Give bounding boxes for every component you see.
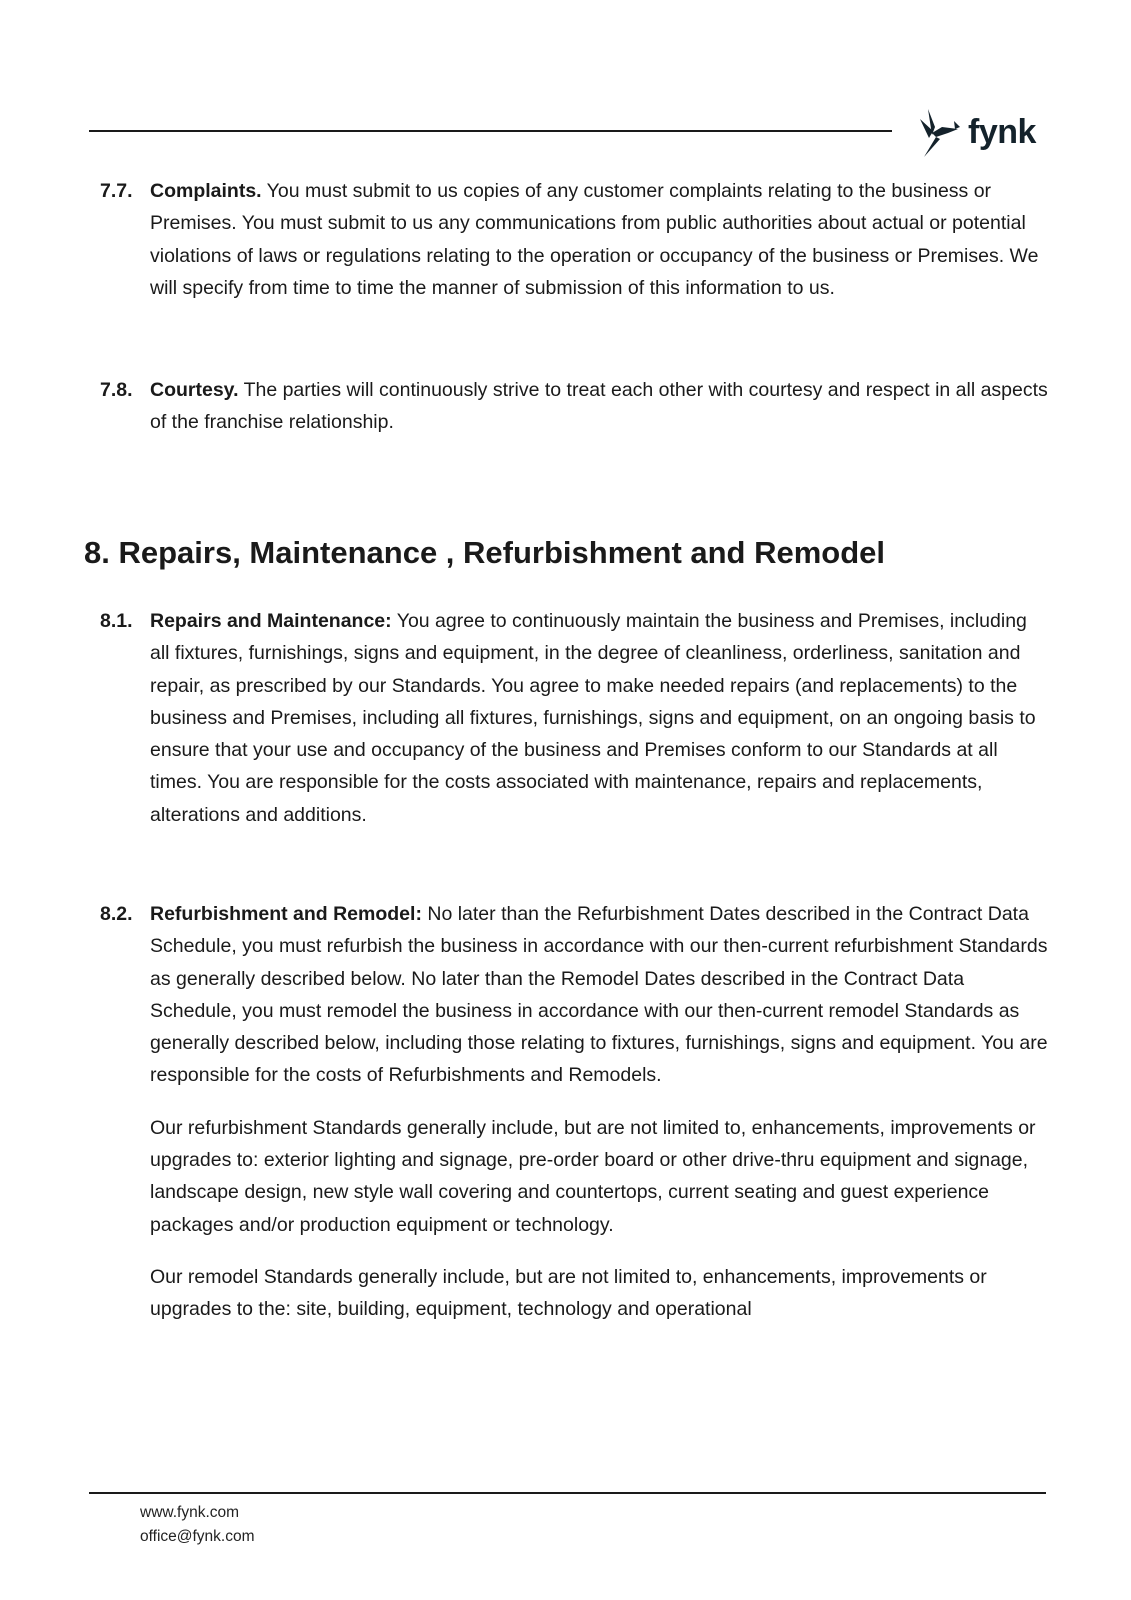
footer-divider	[89, 1492, 1046, 1494]
clause-title: Complaints.	[150, 180, 262, 202]
clause-7-8	[100, 374, 1050, 439]
clause-number: 7.8.	[100, 379, 133, 401]
clause-title: Courtesy.	[150, 379, 239, 401]
brand-logo-text: fynk	[968, 113, 1036, 151]
clause-title: Refurbishment and Remodel:	[150, 903, 422, 925]
clause-text: You must submit to us copies of any customer complaints relating to the business or Premises. You must submit to us any communications from public authorities about actual or potential violations of laws or regulations relating to the operation or occupancy of the business or Premises. We will specify from time to time the manner of submission of this information to us.	[150, 180, 1039, 299]
footer	[140, 1501, 255, 1549]
header-divider	[89, 130, 892, 132]
clause-text: No later than the Refurbishment Dates described in the Contract Data Schedule, you must refurbish the business in accordance with our then-current refurbishment Standards as generally described below. No later than the Remodel Dates described in the Contract Data Schedule, you must remodel the business in accordance with our then-current remodel Standards as generally described below, including those relating to fixtures, furnishings, signs and equipment. You are responsible for the costs of Refurbishments and Remodels.	[150, 903, 1048, 1087]
bird-logo-icon	[918, 107, 964, 157]
clause-8-1	[100, 605, 1050, 831]
clause-paragraph: Our remodel Standards generally include, but are not limited to, enhancements, improvements or upgrades to the: site, building, equipment, technology and operational	[150, 1265, 987, 1321]
footer-website: www.fynk.com	[140, 1504, 240, 1521]
clause-number: 8.1.	[100, 610, 133, 632]
clause-number: 7.7.	[100, 180, 133, 202]
clause-text: The parties will continuously strive to treat each other with courtesy and respect in all aspects of the franchise relationship.	[150, 379, 1048, 434]
brand-logo	[918, 104, 1036, 160]
footer-email: office@fynk.com	[140, 1528, 255, 1545]
clause-title: Repairs and Maintenance:	[150, 610, 392, 632]
clause-text: You agree to continuously maintain the business and Premises, including all fixtures, furnishings, signs and equipment, in the degree of cleanliness, orderliness, sanitation and repair, as prescribed by our Standards. You agree to make needed repairs (and replacements) to the business and Premises, including all fixtures, furnishings, signs and equipment, on an ongoing basis to ensure that your use and occupancy of the business and Premises conform to our Standards at all times. You are responsible for the costs associated with maintenance, repairs and replacements, alterations and additions.	[150, 610, 1036, 826]
clause-number: 8.2.	[100, 903, 133, 925]
section-heading: 8. Repairs, Maintenance , Refurbishment and Remodel	[84, 535, 886, 570]
clause-8-2	[100, 898, 1050, 1326]
clause-paragraph: Our refurbishment Standards generally include, but are not limited to, enhancements, improvements or upgrades to: exterior lighting and signage, pre-order board or other drive-thru equipment and signage, landscape design, new style wall covering and countertops, current seating and guest experience packages and/or production equipment or technology.	[150, 1116, 1036, 1236]
clause-7-7	[100, 175, 1050, 304]
